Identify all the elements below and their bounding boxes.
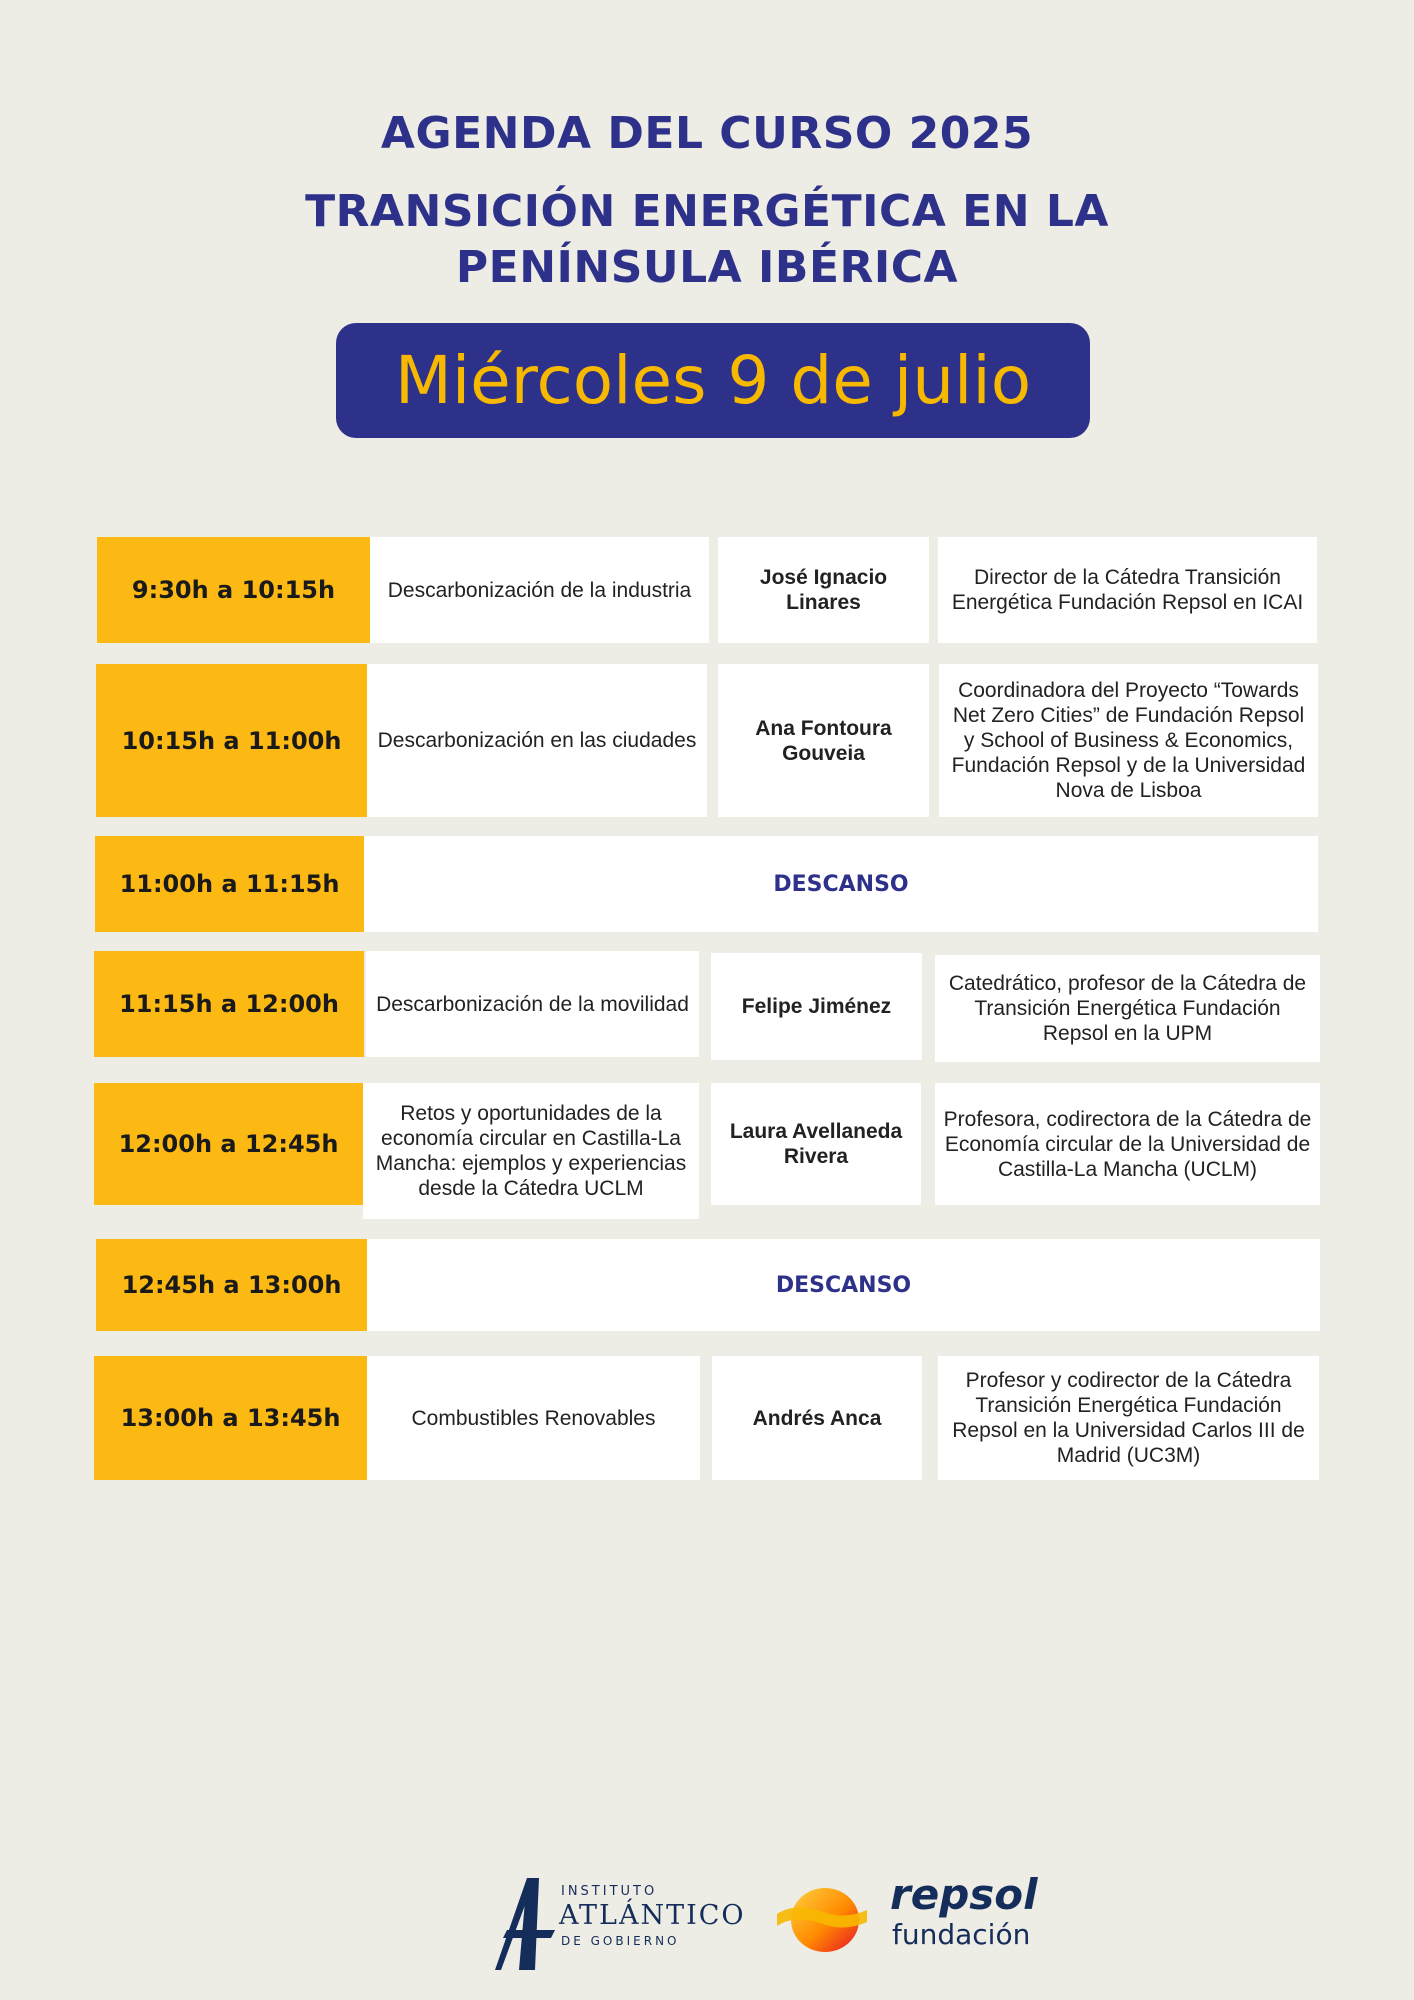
session-topic: Descarbonización de la industria (370, 537, 709, 643)
session-topic: Descarbonización de la movilidad (366, 951, 699, 1057)
time-slot: 11:00h a 11:15h (95, 836, 364, 932)
break-label: DESCANSO (364, 836, 1318, 932)
session-topic: Combustibles Renovables (367, 1356, 700, 1480)
agenda-title: AGENDA DEL CURSO 2025 (380, 108, 1034, 159)
speaker-role: Director de la Cátedra Transición Energética Fundación Repsol en ICAI (938, 537, 1317, 643)
iag-line3: DE GOBIERNO (561, 1934, 680, 1948)
iag-line2: ATLÁNTICO (559, 1900, 746, 1931)
speaker-role: Coordinadora del Proyecto “Towards Net Zero Cities” de Fundación Repsol y School of Business & Economics, Fundación Repsol y de la Universidad Nova de Lisboa (939, 664, 1318, 817)
session-topic: Retos y oportunidades de la economía circular en Castilla-La Mancha: ejemplos y experiencias desde la Cátedra UCLM (363, 1083, 699, 1219)
time-slot: 9:30h a 10:15h (97, 537, 370, 643)
footer-logos (0, 1870, 1414, 1970)
course-title-text: TRANSICIÓN ENERGÉTICA EN LA PENÍNSULA IBÉRICA (305, 186, 1109, 293)
time-slot: 10:15h a 11:00h (96, 664, 367, 817)
speaker-name: Laura Avellaneda Rivera (711, 1083, 921, 1205)
time-slot: 12:00h a 12:45h (94, 1083, 363, 1205)
time-slot: 12:45h a 13:00h (96, 1239, 367, 1331)
session-topic: Descarbonización en las ciudades (367, 664, 707, 817)
speaker-name: Ana Fontoura Gouveia (718, 664, 929, 817)
speaker-name: Andrés Anca (712, 1356, 922, 1480)
date-badge: Miércoles 9 de julio (336, 323, 1090, 438)
course-title (0, 184, 1414, 296)
break-label: DESCANSO (367, 1239, 1320, 1331)
repsol-fundacion-logo (775, 1870, 1075, 1974)
speaker-name: Felipe Jiménez (711, 953, 922, 1060)
fundacion-wordmark: fundación (892, 1918, 1031, 1951)
speaker-name: José Ignacio Linares (718, 537, 929, 643)
time-slot: 11:15h a 12:00h (94, 951, 364, 1057)
speaker-role: Profesor y codirector de la Cátedra Transición Energética Fundación Repsol en la Universidad Carlos III de Madrid (UC3M) (938, 1356, 1319, 1480)
time-slot: 13:00h a 13:45h (94, 1356, 367, 1480)
repsol-wordmark: repsol (890, 1870, 1038, 1919)
repsol-sun-icon (775, 1876, 870, 1956)
speaker-role: Catedrático, profesor de la Cátedra de Transición Energética Fundación Repsol en la UPM (935, 955, 1320, 1062)
instituto-atlantico-logo (495, 1878, 746, 1978)
speaker-role: Profesora, codirectora de la Cátedra de Economía circular de la Universidad de Castilla-La Mancha (UCLM) (935, 1083, 1320, 1205)
iag-line1: INSTITUTO (561, 1884, 658, 1899)
